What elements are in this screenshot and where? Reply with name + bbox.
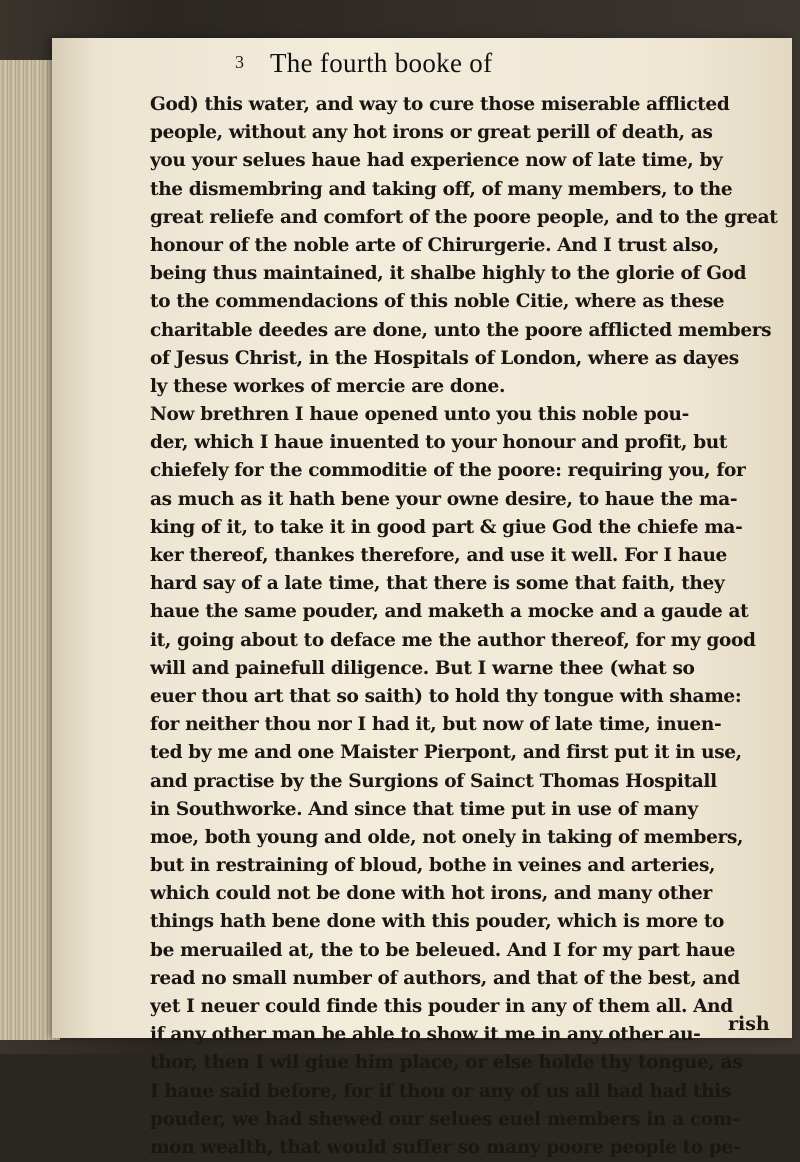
text-line: to the commendacions of this noble Citie, where as these (150, 291, 725, 313)
page-edges (0, 60, 60, 1040)
text-line: God) this water, and way to cure those miserable afflicted (150, 94, 730, 115)
text-line: pouder, we had shewed our selues euel members in a com- (150, 1108, 740, 1130)
text-line: things hath bene done with this pouder, which is more to (150, 911, 725, 933)
text-line: charitable deedes are done, unto the poore afflicted members (150, 319, 772, 341)
text-line: but in restraining of bloud, bothe in veines and arteries, (150, 855, 716, 877)
text-line: der, which I haue inuented to your honour and profit, but (150, 432, 728, 454)
text-line: as much as it hath bene your owne desire, to haue the ma- (150, 488, 738, 510)
text-line: king of it, to take it in good part & giue God the chiefe ma- (150, 516, 743, 538)
text-line: moe, both young and olde, not onely in taking of members, (150, 826, 744, 848)
text-line: of Jesus Christ, in the Hospitals of London, where as dayes (150, 347, 739, 369)
text-line: yet I neuer could finde this pouder in any of them all. And (150, 996, 733, 1017)
text-line: the dismembring and taking off, of many members, to the (150, 178, 733, 200)
text-line: if any other man be able to show it me in any other au- (150, 1024, 701, 1046)
text-line: honour of the noble arte of Chirurgerie. And I trust also, (150, 234, 719, 256)
catchword: rish (728, 1013, 770, 1035)
text-line: for neither thou nor I had it, but now of late time, inuen- (150, 714, 722, 736)
text-line: ly these workes of mercie are done. (150, 375, 506, 397)
text-line: in Southworke. And since that time put in use of many (150, 798, 698, 820)
text-line: read no small number of authors, and that of the best, and (150, 967, 740, 989)
text-line: being thus maintained, it shalbe highly to the glorie of God (150, 263, 747, 285)
text-line: haue the same pouder, and maketh a mocke and a gaude at (150, 601, 749, 623)
text-line: great reliefe and comfort of the poore people, and to the great (150, 206, 778, 228)
text-line: be meruailed at, the to be beleued. And I for my part haue (150, 939, 736, 961)
running-header (230, 48, 650, 88)
text-line: ker thereof, thankes therefore, and use it well. For I haue (150, 545, 727, 566)
text-line: thor, then I wil giue him place, or else holde thy tongue, as (150, 1052, 743, 1074)
text-line: I haue said before, for if thou or any of us all had had this (150, 1080, 731, 1102)
text-line: Now brethren I haue opened unto you this noble pou- (150, 404, 689, 426)
text-line: mon wealth, that would suffer so many poore people to pe- (150, 1136, 741, 1158)
text-line: and practise by the Surgions of Sainct Thomas Hospitall (150, 770, 717, 792)
body-text (150, 91, 780, 1162)
text-line: which could not be done with hot irons, and many other (150, 883, 712, 905)
running-title: The fourth booke of (270, 48, 493, 78)
text-line: it, going about to deface me the author thereof, for my good (150, 629, 756, 651)
text-line: people, without any hot irons or great perill of death, as (150, 122, 713, 144)
text-line: will and painefull diligence. But I warne thee (what so (150, 657, 695, 679)
text-line: you your selues haue had experience now of late time, by (150, 150, 723, 172)
text-line: chiefely for the commoditie of the poore: requiring you, for (150, 460, 746, 482)
page-number: 3 (235, 52, 244, 72)
text-line: hard say of a late time, that there is some that faith, they (150, 573, 725, 595)
text-line: ted by me and one Maister Pierpont, and first put it in use, (150, 742, 742, 764)
text-line: euer thou art that so saith) to hold thy tongue with shame: (150, 685, 742, 707)
